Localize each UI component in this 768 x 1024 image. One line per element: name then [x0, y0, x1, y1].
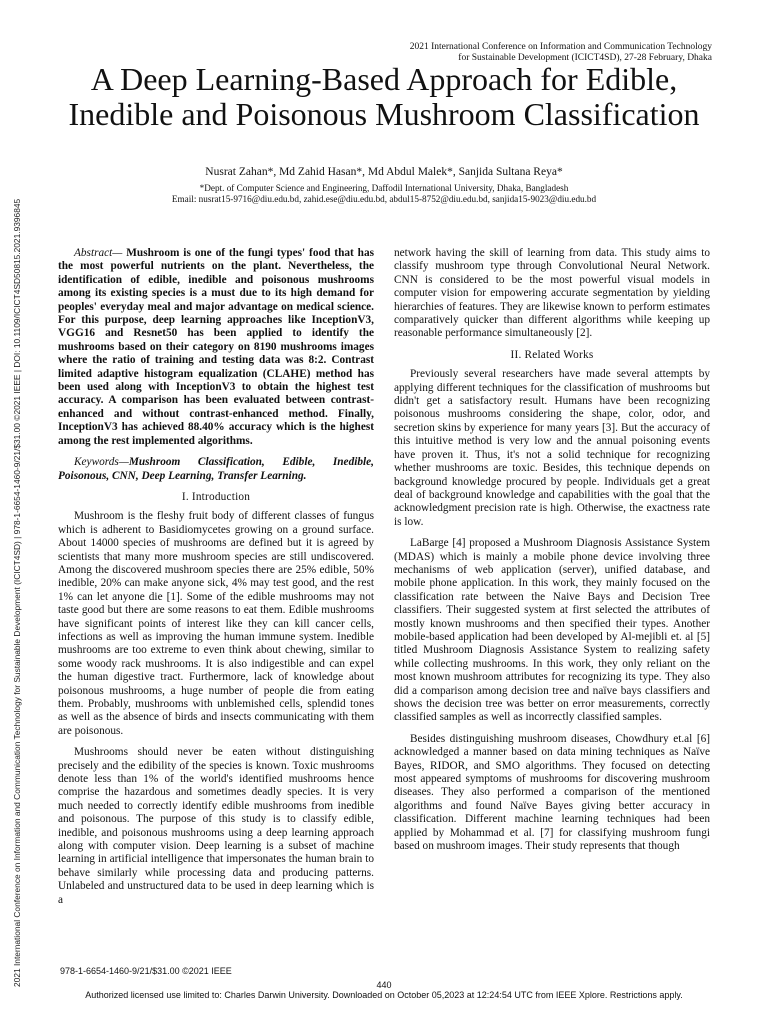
- intro-paragraph-1: Mushroom is the fleshy fruit body of different classes of fungus which is adherent to Basidiomycetes growing on a ground surface. About 14000 species of mushrooms are defined but it is agreed by scientists that many more mushroom species are still undiscovered. Among the discovered mushroom species there are 25% edible, 50% inedible, 20% can make anyone sick, 4% may test good, and the rest 1% can let anyone die [1]. Some of the edible mushrooms may not taste good but there are some reasons to eat them. Edible mushrooms have significant points of interest like they can kill cancer cells, infections as well as improving the human immune system. Inedible mushrooms are too extreme to even think about chewing, similar to some woody rack mushrooms. It is also indigestible and can expel the human digestive tract. Furthermore, lack of knowledge about poisonous mushrooms, a huge number of people die from eating them. Probably, mushrooms with unblemished cells, splendid tones as well as the absence of birds and insects communicating with them are poisonous.: [58, 510, 374, 737]
- intro-continued-paragraph: network having the skill of learning from data. This study aims to classify mushroom type through Convolutional Neural Network. CNN is considered to be the most powerful visual models in computer vision for empowering accurate segmentation by yielding hierarchies of features. They are likewise known to perform estimates comparatively quicker than different algorithms while keeping up reasonable performance simultaneously [2].: [394, 247, 710, 340]
- related-paragraph-3: Besides distinguishing mushroom diseases, Chowdhury et.al [6] acknowledged a manner based on data mining techniques as Naïve Bayes, RIDOR, and SMO algorithms. They focused on detecting most appeared symptoms of mushrooms for discovering mushroom diseases. They also performed a comparison of the mentioned algorithms and found Naïve Bayes giving better accuracy in classification. Different machine learning techniques had been applied by Mohammad et al. [7] for classifying mushroom fungi based on mushroom images. Their study represents that though: [394, 732, 710, 853]
- keywords: [58, 456, 374, 483]
- conference-line-1: 2021 International Conference on Information and Communication Technology: [409, 42, 712, 52]
- emails: Email: nusrat15-9716@diu.edu.bd, zahid.ese@diu.edu.bd, abdul15-8752@diu.edu.bd, sanjida15-9023@diu.edu.bd: [171, 194, 597, 204]
- title-line-2: Inedible and Poisonous Mushroom Classification: [68, 96, 700, 132]
- section-heading-introduction: I. Introduction: [181, 490, 251, 503]
- keywords-text: Mushroom Classification, Edible, Inedible, Poisonous, CNN, Deep Learning, Transfer Learning.: [58, 456, 374, 482]
- related-paragraph-1: Previously several researchers have made several attempts by applying different techniques for the classification of mushrooms but didn't get a satisfactory result. Humans have been recognizing poisonous mushrooms considering the shape, color, odor, and secretion skins by experience for many years [3]. But the accuracy of this intuitive method is very low and the annual poisoning events have proven it. Thus, it's not a solid technique for recognizing whether mushrooms are toxic. Besides, this technique depends on background knowledge procured by people. Individuals get a great deal of background knowledge and capabilities with the goal that the acknowledgment precision rate is high. Otherwise, the exactness rate is low.: [394, 368, 710, 528]
- license-notice: Authorized licensed use limited to: Charles Darwin University. Downloaded on October 05,2023 at 12:24:54 UTC from IEEE Xplore. Restrictions apply.: [85, 990, 683, 1000]
- abstract-text: Mushroom is one of the fungi types' food that has the most powerful nutrients on the plant. Nevertheless, the identification of edible, inedible and poisonous mushrooms among its existing species is a must due to its high demand for peoples' everyday meal and major advantage on medical science. For this purpose, deep learning approaches like InceptionV3, VGG16 and Resnet50 has been applied to identify the mushrooms based on their category on 8190 mushrooms images where the ratio of training and testing data was 8:2. Contrast limited adaptive histogram equalization (CLAHE) method has been used along with InceptionV3 to obtain the highest test accuracy. A comparison has been evaluated between contrast-enhanced and without contrast-enhanced method. Finally, InceptionV3 has achieved 88.40% accuracy which is the highest among the rest implemented algorithms.: [58, 247, 374, 447]
- paper-title: [40, 62, 728, 132]
- abstract: [58, 247, 374, 448]
- right-column: [394, 247, 710, 861]
- footer-copyright: 978-1-6654-1460-9/21/$31.00 ©2021 IEEE: [60, 966, 232, 976]
- section-heading-related-works: II. Related Works: [510, 348, 594, 361]
- abstract-label: Abstract—: [74, 247, 123, 259]
- author-list: Nusrat Zahan*, Md Zahid Hasan*, Md Abdul Malek*, Sanjida Sultana Reya*: [205, 166, 563, 178]
- side-margin-note: [6, 112, 28, 1012]
- doi-side-text: 2021 International Conference on Information and Communication Technology for Sustainable Development (ICICT4SD) | 978-1-6654-1460-9/21/$31.00 ©2021 IEEE | DOI: 10.1109/ICICT4SD50815.2021.9396845: [12, 198, 22, 987]
- title-line-1: A Deep Learning-Based Approach for Edible,: [90, 61, 678, 97]
- related-paragraph-2: LaBarge [4] proposed a Mushroom Diagnosis Assistance System (MDAS) which is mainly a mobile phone device involving three mechanisms of web application (server), unified database, and mobile phone application. In this work, they mainly focused on the classification rate between the Naive Bays and Decision Tree classifiers. Their suggested system at first selected the attributes of mostly known mushrooms and then specified their types. Another mobile-based application had been developed by Al-mejibli et. al [5] titled Mushroom Diagnosis Assistance System to realizing safety while collecting mushrooms. In this work, they only reliant on the most known mushroom attributes for recognizing its type. They also did a comparison among decision tree and naïve bays classifiers and shows the decision tree was better on error measurements, correctly classified samples as well as incorrectly classified samples.: [394, 537, 710, 724]
- left-column: [58, 247, 374, 915]
- affiliation-block: [40, 183, 728, 205]
- conference-line-2: for Sustainable Development (ICICT4SD), 27-28 February, Dhaka: [458, 53, 712, 63]
- intro-paragraph-2: Mushrooms should never be eaten without distinguishing precisely and the edibility of the species is known. Toxic mushrooms denote less than 1% of the world's identified mushrooms hence comprise the hazardous and sometimes deadly species. It is very much needed to correctly identify edible mushrooms from inedible and poisonous. The purpose of this study is to classify edible, inedible, and poisonous mushrooms using a deep learning approach along with computer vision. Deep learning is a subset of machine learning in artificial intelligence that impersonates the human brain to behave similarly while processing data and producing patterns. Unlabeled and unstructured data to be used in deep learning which is a: [58, 746, 374, 906]
- keywords-label: Keywords—: [74, 456, 129, 469]
- page-number: 440: [376, 980, 392, 990]
- affiliation: *Dept. of Computer Science and Engineering, Daffodil International University, Dhaka, Bangladesh: [199, 183, 569, 193]
